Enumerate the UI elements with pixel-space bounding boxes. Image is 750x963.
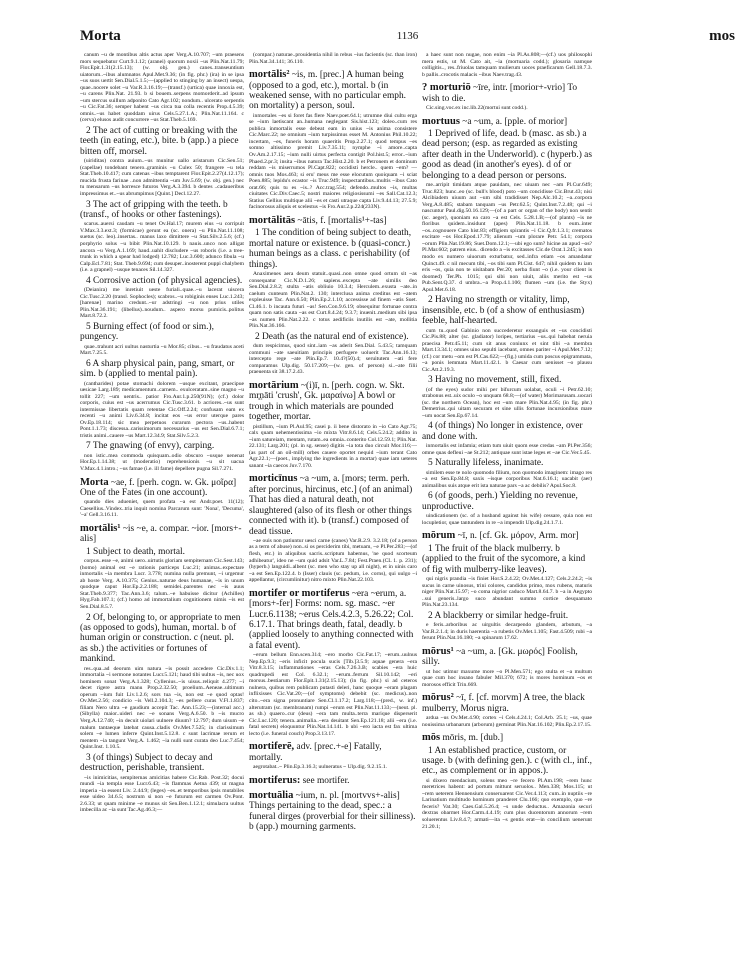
column-left bbox=[80, 52, 244, 815]
sense-definition: 4 Corrosive action (of physical agencies). bbox=[86, 275, 243, 286]
entry-definition: ~ī, f. [cf. morvm] A tree, the black mulberry, Morus nigra. bbox=[422, 693, 585, 714]
citation-block: scarus..auersi caudam ~u tenet Ov.Hal.17; murem eius ~u corripuit V.Max.3.3.ext.3; (formicae) gerunt ea (sc. onera) ~u Plin.Nat.11.108; suetus (sc. leo)..insertas.. manus laxo dimittere ~u Stat.Silv.2.5.6; (cf.) porphyrio solus ~u bibit Plin.Nat.10.129. b nauis..unco non alligat ancora ~u Verg.A.1.169; haud..uahit discludere ~us roboris (i.e. a tree-trunk in which a spear had lodged) 12.782; Luc.3.600; adunco fibula ~u Calp.Ecl.7.81; Stat. Theb.9.694; cum desuper..inosterent puppi chalybem (i.e. a grapnel) ~usque tenaces Sil.14.327. bbox=[80, 221, 244, 274]
citation-block: (cantharides) potae stomachi dolorem ~usque excitant, praecipue uesicae Larg.189; medicamentum..carnem.. exulceratam..sine magno ~u tollit 227; ~um uentris.. patior Fro.Aur.1.p.250(91N); (cf.) dolor corporis, cuius est ~us acerrumus Cic.Tusc.3.61. b acriores..~us sunt intermissae libertatis quam retentae Cic.Off.2.24; confusam eam ex recenti ~u animi Liv.6.34.8; incitat eos ~us error uterque pares Ov.Ep.18.114; sic mea perpetuos curarum pectora ~us..habent Pont.1.1.73; discessa..carissimorum necessarius ~us est Sen.Dial.6.7.1; tristis animi..cauere ~us Mart.12.34.9; Stat.Silv.5.2.3. bbox=[80, 380, 244, 439]
citation-block: cum tu..quod Gabinio non succederetur exsanguis et ~us concidisti Cic.Pis.88; alter (sc. gladiator) loripes, tertiarius ~us..qui habebat neruia praecisa Petr.45.11; cum sit anus coniunx et sint tibi ~a membra Mart.13.34.1; omnes uino sepulti iacebant, omnes pariter ~i Apul.Met.7.12; (cf.) cor metu ~om est Pl.Cas.622;—(fig.) umida cum poscus epigrammata, ~a ponis lemmata Mart.11.42.1. b Caesar cum uenisset ~o plausu Cic.Att.2.19.3. bbox=[422, 327, 592, 373]
sense-definition: 1 Subject to death, mortal. bbox=[86, 546, 185, 557]
entry-definition: mōris, m. [dub.] bbox=[440, 733, 504, 744]
dictionary-entry bbox=[422, 733, 592, 743]
dictionary-entry bbox=[249, 216, 417, 226]
headword: mortālis¹ bbox=[80, 522, 121, 534]
headword: mortuus bbox=[422, 115, 460, 127]
dictionary-entry bbox=[249, 70, 417, 112]
citation-block: ardua ~us Ov.Met.4.90; cortex ~i Cels.4.24.1; Col.Arb. 25.1; ~us, quae nouissima urbanarum (arborum) germinat Plin.Nat.16.102; Plin.Ep.2.17.15. bbox=[422, 715, 592, 728]
sense-definition: 6 A sharp physical pain, pang, smart, or sim. b (applied to mental pain). bbox=[80, 358, 235, 380]
citation-block: quando dies adueniet, quem profata ~a est Andr.poet. 11(12); Caesellius..Vindex..tria inquit nomina Parcarum sunt: 'Nona', 'Decuma', '~a' Gell.3.16.11. bbox=[80, 499, 244, 519]
dictionary-entry bbox=[422, 693, 592, 714]
citation-block: (uiriditas) contra auium..~us munitur uallo aristarum Cic.Sen.51; (capellae) tondebant tenero..graminis ~u Culex 50; frangere ~u tela Stat.Theb.10.417; cum catenas ~ibus temptarent Flor.Epit.2.27(4.12.17); mucida frusta farinae ..non admittentia ~um Juv.5.69; (w. obj. gen.) nec tu mensarum ~us horresce futuros Verg.A.3.394. b dentes ..cadaueribus impressimus et..~us abrumpimus [Quint.] Decl.12.27. bbox=[80, 158, 244, 197]
headword: mortālitās bbox=[249, 214, 296, 226]
citation-block: a haec sunt non nugae, non enim ~ia Pl.As.808;—(cf.) uos philosophi mera estis, ut M. Cato ait, ~ia (mortuaria codd.); glosaria namque colligitis.., res..friuolas tamquam mulierum uoces praeficarum Gell.18.7.3. b pallis..crocotis malacis ~ibus Naev.trag.43. bbox=[422, 52, 592, 78]
dictionary-entry bbox=[80, 478, 244, 499]
sense-definition: 5 Naturally lifeless, inanimate. bbox=[428, 458, 544, 469]
entry-definition: ~ī, n. [cf. Gk. μόρον, Arm. mor] bbox=[455, 531, 579, 542]
citation-block: corpus..esse ~e, animi uero..uirtutis gloriam sempiternam Cic.Sest.143; (homo) animal est ~e rationis particeps Luc.21; animas..expectare inmortalis ~ia membra Lucr. 3.778; numina nulla premunt, ~i urgemur ab hoste Verg. A.10.375; Genius..naturae deus humanae, ~is in unum quodque caput Hor.Ep.2.2.188; semidei..parentes nec ~is auus Stat.Theb.9.377; Tac.Ann.3.6; talum..~e habuisse dicitur (Achilles) Hyg.Fab.107.1; (cf.) homo ad immortalium cognitionem nimis ~is est Sen.Dial.8.5.7. bbox=[80, 558, 244, 611]
citation-block: (Deianira) me inretiuit ueste furiali..quae..~u lacerat uiscera Cic.Tusc.2.20 (transl. Sophocles); scabros..~u robiginis enses Luc.1.243; [harenae] marino credunt..~ur adstringi ~u non prius utiles Plin.Nat.36.191; (libellus)..noudum.. aspero morsu pumicis..politus Mart.8.72.2. bbox=[80, 287, 244, 320]
sense-definition: 1 An established practice, custom, or usage. b (with defining gen.). c (with cl., inf., etc., as complement or in appos.). bbox=[422, 745, 593, 777]
citation-block: dum respicimus, quod sint..iam ~as aderit Sen.Dial. 5.43.5; tamquam communi ~ate saeuitiam principis perfugere uoluerit Tac.Ann.16.13; intercepto rege ~ate Plin.Ep.7. 10.4?(50).4; seruitutem ~ati fere comparamus Ulp.dig. 50.17.209;—(w. gen. of person) si..~ate filii praeuenta sit 38.17.2.43. bbox=[249, 343, 417, 376]
headword: Morta bbox=[80, 476, 109, 488]
sense-definition: 2 A blackberry or similar hedge-fruit. bbox=[428, 610, 569, 621]
headword: morticīnus bbox=[249, 473, 298, 485]
sense-definition: 3 (of things) Subject to decay and destruction, perishable, transient. bbox=[80, 752, 213, 774]
headword: mōrum bbox=[422, 530, 456, 542]
sense-definition: 1 The fruit of the black mulberry. b (applied to the fruit of the sycomore, a kind of fig with mulberry-like leaves). bbox=[422, 543, 586, 575]
citation-block: e feris..arboribus ac uirgultis decarpendo glandem, arbutum, ~a Var.R.2.1.4; in duris haerentia ~a rubetis Ov.Met.1.105; Fast.4.509; rubi ~a ferunt Plin.Nat.16.180; ~a spinarum 17.62. bbox=[422, 622, 592, 642]
citation-block: (of the eyes) sudor mihi per bifurcum uolabat, oculi ~i Petr.62.10; strabonus est..uix oculo ~o unquam 68.8;—(of water) Morimarusam..uocari (sc. the northern Ocean), hoc est ~um mare Plin.Nat.4.95; (in fig. phr.) Demetrius..qui uitam securam et sine ullis fortunae incursionibus mare ~um uocat Sen.Ep.67.14. bbox=[422, 386, 592, 419]
dictionary-entry bbox=[249, 589, 417, 651]
headword: mōrus² bbox=[422, 692, 454, 704]
dictionary-entry bbox=[422, 117, 592, 127]
citation-block: inmortales ~es si foret fas flere Naev.poet.64.1; utrumne diui cultu erga se ~ium laetiscant an..humana neglegant Sis.hist.123; doleo..cum res publica inmortalis esse debeat eam in unius ~is anima consistere Cic.Marc.22; ne omnium ~ium turpissimus esset M. Antonius Phil.10.22; incertam, ~es, funeris horam quaeritis Prop.2.27.1; quod tempus ~es somno altissimo premit Liv.7.35.11; nymphe ~i amore..capta Ov.Am.2.17.15; ~ium nulli uirtus perfecta contigit Pol.hist.5; error..~ium Phaed.2.pr.3; insita ~ibus natura Tac.Hist.2.20. b et Petronem et dominum reddam ~is miserrumos Pl.Capt.822; occidisti hercle.. quem ~em? — omnis tuos Mos.463; si eru' meus me esse elocutum quoiquam ~i sciat Poen.885; lepidu's ecastor ~is Truc.949; inspectantibus..multis ~ibus Cato orat.66; quis tu es ~is..? Acc.trag.554; defendo..multos ~is, multas ciuitates Cic.Div.Caec.5; nostri maiores religiosissumi ~es Sall.Cat.12.3; Statius Gellius multique alii ~es et casti utraque capta Liv.9.44.13; 27.5.9; facinorosus aliquis et scelestus ~is Fro.Aur.2.p.224(233N). bbox=[249, 112, 417, 211]
headword: mortārium bbox=[249, 380, 299, 392]
sense-definition: 2 Death (as the natural end of existence). bbox=[255, 331, 409, 342]
entry-definition: ~is ~e, a. compar. ~ior. [mors+-alis] bbox=[80, 523, 242, 545]
sense-definition: 2 The act of cutting or breaking with the teeth (in eating, etc.), bite. b (app.) a piece bitten off, morsel. bbox=[80, 126, 239, 157]
sense-definition: 6 (of goods, perh.) Yielding no revenue, unproductive. bbox=[422, 491, 578, 512]
sense-definition: 5 Burning effect (of food or sim.), pungency. bbox=[80, 321, 214, 343]
headword: mortuālia bbox=[249, 790, 294, 802]
headword: mortiferē, bbox=[249, 741, 295, 753]
dictionary-entry bbox=[422, 83, 592, 104]
headword: mōrus¹ bbox=[422, 645, 454, 657]
dictionary-entry bbox=[249, 381, 417, 423]
citation-block: similem esse te nolo quomodo filium, non quomodo imaginem: imago res ~a est Sen.Ep.84.8; saxis ~isque corporibus Nat.6.16.1; uacabit (aer) animalibus suis atque erit ista naturae pars ~a ac debilis? Apul.Soc.8. bbox=[422, 469, 592, 489]
sense-definition: 2 Having no strength or vitality, limp, insensible, etc. b (of a show of enthusiasm) feeble, half-hearted. bbox=[422, 295, 585, 327]
citation-block: ~erum bellum Enn.scen.314; ~ero morbo Cic.Fat.17; ~erum..uulnus Nep.Ep.9.3; ~eris inficit pocula sucis [Tib.]3.5.9; aquae genera ~era Vitr.8.3.15; inflammationes ~eras Cels.7.26.3.B; scabies ~era huic quadrupedi est Col. 6.32.1; ~erum..ferrum Sil.10.142; ~eri morsus..bestiarum Flor.Epit.1.31(2.15.13); (in fig. phr.) si ad ceteros nulnera, quibus rem publicam putasti deleri, hanc quoque ~eram plagam inflixisses Cic.Vat.20;—(of symptoms) debebit (sc. medicus)..non cito..~era signa pronuntiare Sen.Cl.1.17.2; Larg.118;—(pred., w. inf.) alterutram (sc. membranam) rumpi ~erum est Plin.Nat.11.133;—(neut. pl. as sb.) quaero..cur (deus) ~era tam multa..terra marique disperserit Cic.Luc.120; tenera..animalia..~era deuitant Sen.Ep.121.18; alii ~era (i.e. fatal secrets) eloquuntur Plin.Nat.14.141. b ubi ~ero iacta est fax ultima lecto (i.e. funeral couch) Prop.3.13.17. bbox=[249, 652, 417, 737]
headword: mōs bbox=[422, 732, 441, 744]
headword: mortiferus: bbox=[249, 774, 301, 786]
page-header bbox=[80, 28, 735, 48]
citation-block: res..qua..ad deorum uim natura ~is possit accedere Cic.Div.1.1; immortalia ~i sermone notantes Lucr.5.121; haud tibi uultus ~is, nec uox hominem sonat Verg.A.1.328; Cyllenius..~is uisus..reliquit 4.277; ~i decet rigere astra manu Prop.2.32.50; proelium..Aeneae..ultimum operum ~ium fuit Liv.1.2.6; sors tua ~is, non est ~e quod optas! Ov.Met.2.56; condicio ~is Vell.2.104.3; ~es pellere curas V.Fl.1.837; filiam Nero ultra ~e gaudium accepit Tac. Ann.15.23;—(internal acc.) (Sibylla) maior..uideri nec ~e sonans Verg.A.6.50. b ~is mucro Verg.A.12.740; ~in decuit uiolari uulnere diuum? 12.797; dum uisum ~e malum tantaeque latebat causa..cladis Ov.Met.7.525; in clarissimum solem ~e lumen inferre Quint.Inst.5.12.8. c sunt lacrimae rerum et mentem ~ia tangunt Verg.A. 1.462; ~ia nulli sunt curata deo Luc.7.454; Quint.Inst. 1.10.5. bbox=[80, 665, 244, 751]
dictionary-entry bbox=[422, 531, 592, 541]
dictionary-entry bbox=[249, 776, 417, 786]
citation-block: aegrotabat..~ Plin.Ep.3.16.3; uulneratus ~ Ulp.dig. 9.2.15.1. bbox=[253, 764, 387, 771]
citation-block: canum ~u de montibus altis actus aper Verg.A.10.707; ~um praesens mors sequebatur Curt.9.1.12; (aranei) quorum noxii ~us Plin.Nat.11.79; Flor.Epit.1.31(2.15.13); (w. obj. gen.) canes..transeuntium uiatorum..~ibus alumnatos Apul.Met.9.36; (in fig. phr.) (ira) in se ipsa ~us suos uertit Sen.Dial.5.1.5;—(applied to stinging by an insect) uespa, quae..nocere solet ~u Var.R.3.16.19;—(transf.) (urtica) quae innoxia est, ~u carens Plin.Nat. 21.93. b si bouem..serpens momorderit..ad ipsum ~um stercus suillum adponito Cato Agr.102; nondum.. ulcerato serpentis ~u Cic.Fat.36; semper habent ~us circa tua colla recentis Prop.4.5.39; omnis..~us habet quoddam uirus Cels.5.27.1.A.; Plin.Nat.11.164. c (cerva) elusos audit concurrere ~us Stat.Theb.5.169. bbox=[80, 52, 244, 124]
headword: ? morturiō bbox=[422, 82, 471, 94]
entry-definition: ~(i)ī, n. [perh. cogn. w. Skt. mr̥ṇāti 'crush', Gk. μαραίνω] A bowl or trough in which materials are pounded together, mortar. bbox=[249, 381, 405, 423]
sense-definition: 4 (of things) No longer in existence, over and done with. bbox=[422, 421, 583, 442]
entry-definition: ~ae, f. [perh. cogn. w. Gk. μοῖρα] One of the Fates (in one account). bbox=[80, 477, 237, 498]
citation-block: Cic.sing.voc.ex inc.lib.22(mortui sunt codd.). bbox=[426, 105, 528, 111]
citation-block: inmortalis est infamia; etiam tum uiuit quom esse credas ~am Pl.Per.356; omne quas defleui ~ae St.212; antiquae sunt istae leges et ~ae Cic.Ver.5.45. bbox=[422, 443, 592, 456]
citation-block: non istic..mea commoda quisquam..odio obscuro ~usque uenenat Hor.Ep.1.14.38; ut (moderatio) reprehensionis ~u sit uacua V.Max.4.1.intro.; ~us famae (i.e. ill fame) depellere pugna Sil.7.271. bbox=[80, 452, 244, 472]
dictionary-entry bbox=[80, 524, 244, 545]
sense-definition: 1 Deprived of life, dead. b (masc. as sb.) a dead person; (esp. as regarded as existing after death in the Underworld). c (hyperb.) as good as dead (in another's eyes). d of or belonging to a dead person or persons. bbox=[422, 128, 592, 181]
citation-block: qui nigris prandia ~is finiet Hor.S.2.4.22; Ov.Met.4.127; Cels.2.24.2; ~is sucus in carne uinosus, trini colores, candidus primo, mox rubens, maturis niger Plin.Nat.15.97; ~o coma nigrior caduco Mart.8.64.7. b ~a in Aegypto ..sui generis..largo suco abundant summo cortice desquamato Plin.Nat.23.134. bbox=[422, 575, 592, 609]
entry-definition: adv. [prec.+-e] Fatally, mortally. bbox=[249, 742, 382, 763]
left-guide-word: Morta bbox=[80, 28, 121, 44]
entry-definition: ~a ~um, a. [pple. of morior] bbox=[459, 116, 568, 127]
citation-block: si dixero mendacium, solens meo ~re fecero Pl.Am.198; ~rem hunc meretrices habent: ad portum mittunt seruolos.. Men.338; Mos.115; ut ~rem ueterem Hennensium conseruarent Cic.Ver.4.113; cum..in nuptiis ~re Larinatium multitudo hominum pranderet Clu.166; quo exemplo, quo ~re feceris? Vat.30; Caes.Gal.5.26.4; ~s unde deductus.. Amazonia securi dextras obarmet Hor.Carm.4.4.19; cum plus ducentorum annorum ~rem soluerentus Liv.8.4.7; armati—ita ~s gentis erat—in concilium uenerunt 21.20.1; bbox=[422, 777, 592, 830]
citation-block: Anaximenes aera deum statuit..quasi..non omne quod ortum sit ~as consequatur Cic.N.D.1.26; sapiens..excepta ~ate similis deo Sen.Dial.2.8.2; stulta ~atis obliuio 10.3.4; Herculem..exusta ~ate..in caelum cunteum Plin.Nat.2. 130; interclusa anima creditus est ~atem expleuisse Tac. Ann.6.50; Plin.Ep.2.1.10; accessisse ad finem ~atis Suet. Cl.46.1. b incauta futuri ~as! Sen.Con.9.6.19; obsequitur fortunae contra quam non satis cauta ~as est Curt.8.4.24; 9.3.7; inuenit..medium sibi ipsa ~as numen Plin.Nat.2.22. c totus aedificiis inutilis est ~ate, mollitia Plin.Nat.36.166. bbox=[249, 270, 417, 330]
entry-definition: see mortifer. bbox=[300, 775, 350, 786]
citation-block: ~ae ouis non patiuntur uesci carne (canes) Var.R.2.9. 3.2.18; (of a person as a term of abuse) non..si os perciderim tibi, metuam, ~e Pl.Per.283;—(of flesh, etc.) in aliquibus sacris..scriptum habemus, 'ne quod scorteum adhibeatur', ideo ne ~um quid adsit Var.L.7.84; Fest.Praen.(CL 1. p. 231); (hyperb.) languidi..albent (sc. men who stay up all night), et in uinis caro ~a est Sen.Ep.122.4. b (Isser) clauis (sc. pedum, i.e. corns), qui uulgo ~i appellantur, (circumlinitur) nitro mixto Plin.Nat.22.103. bbox=[249, 537, 417, 584]
citation-block: uindicationem (sc. of a husband against his wife) cessare, quia non est locupletior, quae tantundem in re ~a impendit Ulp.dig.24.1.7.1. bbox=[422, 513, 592, 526]
dictionary-entry bbox=[249, 474, 417, 536]
column-middle bbox=[249, 52, 417, 834]
headword: mortifer or mortiferus bbox=[249, 587, 350, 599]
sense-definition: 2 Of, belonging to, or appropriate to men (as opposed to gods), human, mortal. b of human origin or construction. c (neut. pl. as sb.) the activities or fortunes of mankind. bbox=[80, 612, 241, 665]
citation-block: me..arripit timidam atque pauidam, nec uiuam nec ~am Pl.Cur.649; Truc.823; hunc..eo (sc. bull's blood) poto ~um concidisse Cic.Brut.43; nisi Alcibiadem uiuum aut ~um sibi tradidisset Nep.Alc.10.2; ~a..corpora Verg.A.8.485; stabam tanquam ~us Petr.62.5; Quint.Inst.7.2.48; qui ~i nascuntur Paul.dig.50.16.129;—(of a part or organ of the body) non sentit (sc. aeger), quoniam ea caro ~a est Cels. 5.28.1.B;—(of plants) ~is ne floribus quidem..insidunt (apes) Plin.Nat.11.18. b eum..inter ~os..cognouere Cato hist.83; effigiem spirantis ~i Cic.Q.fr.1.3.1; crematos excitare ~os Hor.Epod.17.79; alienum ~um plorare Petr. 54.1; corpora ~orum Plin.Nat.19.86; Suet.Dom.12.1;—ubi ego sum? hicine an apud ~os? Pl.Mar.602; patrem eius.. dicendo a ~is excitasses Cic.de Orat.1.245; is non modo ex numero uiuorum exturbatur, sed..infra etiam ~os amandatur Quinct.49. c nil mecum tibi, ~os tibi sum Pl.Cist. 647; nihil quidem tu iam eris ~os, quia non te uisitabam Per.20; uerba fiunt ~o (i.e. your client is doomed) Ter.Ph. 1015; qui sibi non uiuit, aliis merito est ~us Pub.Sent.Q.37. d umbra..~a Prop.4.1.106; flumen ~um (i.e. the Styx) Apul.Met.6.18. bbox=[422, 181, 592, 293]
page-number: 1136 bbox=[396, 30, 419, 42]
entry-definition: ~era ~erum, a. [mors+-fer] Forms: nom. sg. masc. ~er Lucr.6.1138; ~erus Cels.4.2.3, 5.26.22; Col. 6.17.1. That brings death, fatal, deadly. b (applied loosely to anything connected with a fatal event). bbox=[249, 588, 414, 651]
citation-block: pistillum, ~ium Pl.Aul.95; casei p. ii bene distorato in ~io Cato Agr.75; calx quam uehementissima ~io mixta Vitr.8.6.14; Cels.5.24.2; addito in ~ium satureiam, mentam, rutam..ea omnia..conterito Col.12.59.1; Plin.Nat. 22.131; Larg.201; (pl. in sg. sense) digitis ~ia tota duo circuit Mor.116;—(as part of an oil-mill) orbes cauere oportet nequid ~ium terant Cato Agr.22.1;—(poet., implying the ingredients in a mortar) quae iam ueteres sanant ~ia caecos Juv.7.170. bbox=[249, 423, 417, 469]
dictionary-entry bbox=[249, 791, 417, 833]
dictionary-entry bbox=[422, 647, 592, 668]
citation-block: quae..trahunt acri uultus nasturtia ~u Mor.85; cibus.. ~u fraudatus aceti Mart.7.25.5. bbox=[80, 343, 244, 357]
column-right bbox=[422, 52, 592, 831]
citation-block: (compar.) naturae..prouidentia nihil in rebus ~ius facientis (sc. than iron) Plin.Nat.34.141; 36.110. bbox=[249, 52, 417, 65]
sense-definition: 1 The condition of being subject to death, mortal nature or existence. b (quasi-concr.) human beings as a class. c perishability (of things). bbox=[249, 228, 412, 270]
right-guide-word: mos bbox=[709, 28, 735, 44]
sense-definition: 3 The act of gripping with the teeth. b (transf., of hooks or other fastenings). bbox=[80, 199, 228, 220]
sense-definition: 7 The gnawing (of envy), carping. bbox=[86, 441, 215, 452]
citation-block: ~is inimicitias, sempiternas amicitias habere Cic.Rab. Post.32; docui mundi ~ia templa esse Lucr.6.43; ~is flammas Aetna 439; ut magna imperia ~ia essent Liv. 2.44.9; (leges) ~es..et temporibus ipsis mutabiles esse uideo 34.6.5; nostrum si non ~e futurum est carmen Ov.Pont. 2.6.33; ut quam minime ~e munus sit Sen.Ben.1.12.1; simulacra uultus imbecilla ac ~ia sunt Tac.Ag.46.3;— bbox=[80, 774, 244, 814]
entry-definition: ~a ~um, a. [mors; term. perh. after porcinus, hircinus, etc.] (of an animal) That has died a natural death, not slaughtered (also of its flesh or other things connected with it). b (transf.) composed of dead tissue. bbox=[249, 474, 413, 537]
entry-definition: ~ātis, f. [mortalis¹+-tas] bbox=[295, 215, 387, 226]
sense-definition: 3 Having no movement, still, fixed. bbox=[428, 375, 562, 386]
entry-definition: ~īre, intr. [morior+-vrio] To wish to die. bbox=[422, 83, 578, 104]
dictionary-entry bbox=[249, 742, 417, 763]
citation-block: ut hoc utimur maxume more ~o Pl.Men.571; ego stulta et ~a multum quae cum hoc insano fabuler Mil.370; 672; is mores hominum ~os et morosos efficit Trin.669. bbox=[422, 668, 592, 688]
entry-definition: ~is, m. [prec.] A human being (opposed to a god, etc.), mortal. b (in weakened sense, with no particular emph. on mortality) a person, soul. bbox=[249, 70, 406, 112]
entry-definition: ~ium, n. pl. [mortvvs+-alis] Things pertaining to the dead, spec.: a funeral dirges (proverbial for their silliness). b (app.) mourning garments. bbox=[249, 791, 416, 833]
entry-definition: ~a ~um, a. [Gk. μωρός] Foolish, silly. bbox=[422, 646, 578, 668]
headword: mortālis² bbox=[249, 69, 290, 81]
